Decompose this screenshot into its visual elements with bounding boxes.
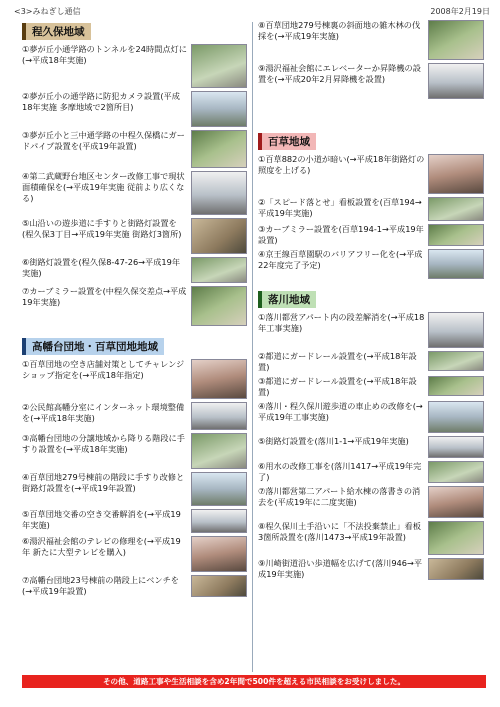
photo-12 bbox=[191, 509, 247, 533]
photo-9 bbox=[191, 402, 247, 430]
list-item bbox=[258, 558, 484, 580]
section-title-hodokubo: 程久保地域 bbox=[22, 23, 91, 40]
photo-16 bbox=[428, 63, 484, 99]
photo-20 bbox=[428, 249, 484, 279]
photo-27 bbox=[428, 486, 484, 518]
list-item bbox=[22, 433, 247, 469]
photo-24 bbox=[428, 401, 484, 433]
list-item bbox=[258, 436, 484, 458]
item-text: ⑨湯沢福祉会館にエレベーターか昇降機の設置を(→平成20年2月昇降機を設置) bbox=[258, 63, 421, 84]
photo-19 bbox=[428, 224, 484, 246]
photo-10 bbox=[191, 433, 247, 469]
photo-2 bbox=[191, 91, 247, 127]
list-item bbox=[258, 401, 484, 433]
photo-11 bbox=[191, 472, 247, 506]
list-item bbox=[258, 521, 484, 555]
item-text: ③都道にガードレール設置を(→平成18年設置) bbox=[258, 376, 417, 397]
photo-29 bbox=[428, 558, 484, 580]
list-item bbox=[258, 486, 484, 518]
item-text: ⑧百草団地279号棟裏の斜面地の雑木林の伐採を(→平成19年実施) bbox=[258, 20, 421, 41]
column-divider bbox=[252, 22, 253, 672]
right-column bbox=[258, 20, 484, 583]
photo-25 bbox=[428, 436, 484, 458]
item-text: ⑤百草団地交番の空き交番解消を(→平成19年実施) bbox=[22, 509, 181, 530]
photo-21 bbox=[428, 312, 484, 348]
list-item bbox=[258, 20, 484, 60]
photo-23 bbox=[428, 376, 484, 396]
footer-banner: その他、道路工事や生活相談を含め2年間で500件を超える市民相談をお受けしました。 bbox=[22, 675, 486, 688]
item-text: ⑤山沿いの遊歩道に手すりと街路灯設置を(程久保3丁目→平成19年実施 街路灯3箇所) bbox=[22, 218, 182, 239]
photo-26 bbox=[428, 461, 484, 483]
item-text: ④落川・程久保川遊歩道の車止めの改修を(→平成19年工事実施) bbox=[258, 401, 423, 422]
item-text: ①百草団地の空き店舗対策としてチャレンジショップ指定を(→平成18年指定) bbox=[22, 359, 185, 380]
photo-6 bbox=[191, 257, 247, 283]
photo-15 bbox=[428, 20, 484, 60]
photo-13 bbox=[191, 536, 247, 572]
list-item bbox=[258, 224, 484, 246]
item-text: ②夢が丘小の通学路に防犯カメラ設置(平成18年実施 多摩地域で2箇所目) bbox=[22, 91, 180, 112]
section-title-takahatadai: 高幡台団地・百草団地地域 bbox=[22, 338, 164, 355]
item-text: ②都道にガードレール設置を(→平成18年設置) bbox=[258, 351, 417, 372]
item-text: ⑥用水の改修工事を(落川1417→平成19年完了) bbox=[258, 461, 422, 482]
photo-4 bbox=[191, 171, 247, 215]
item-text: ④京王線百草園駅のバリアフリー化を(→平成22年度完了予定) bbox=[258, 249, 423, 270]
list-item bbox=[22, 286, 247, 326]
list-item bbox=[22, 536, 247, 572]
item-text: ⑨川崎街道沿い歩道幅を広げて(落川946→平成19年実施) bbox=[258, 558, 423, 579]
list-item bbox=[258, 63, 484, 99]
item-text: ⑥湯沢福祉会館のテレビの修理を(→平成19年 新たに大型テレビを購入) bbox=[22, 536, 181, 557]
list-item bbox=[22, 575, 247, 597]
item-text: ③カーブミラー設置を(百草194-1→平成19年設置) bbox=[258, 224, 424, 245]
photo-8 bbox=[191, 359, 247, 399]
photo-5 bbox=[191, 218, 247, 254]
list-item bbox=[22, 91, 247, 127]
list-item bbox=[258, 249, 484, 279]
item-text: ⑤街路灯設置を(落川1-1→平成19年実施) bbox=[258, 436, 409, 446]
photo-17 bbox=[428, 154, 484, 194]
list-item bbox=[22, 257, 247, 283]
item-text: ⑦高幡台団地23号棟前の階段上にベンチを(→平成19年設置) bbox=[22, 575, 179, 596]
item-text: ⑧程久保川土手沿いに「不法投棄禁止」看板3箇所設置を(落川1473→平成19年設置) bbox=[258, 521, 421, 542]
section-title-mogusa: 百草地域 bbox=[258, 133, 316, 150]
list-item bbox=[22, 472, 247, 506]
photo-3 bbox=[191, 130, 247, 168]
item-text: ⑥街路灯設置を(程久保8-47-26→平成19年実施) bbox=[22, 257, 181, 278]
list-item bbox=[258, 351, 484, 373]
list-item bbox=[258, 154, 484, 194]
photo-22 bbox=[428, 351, 484, 371]
list-item bbox=[22, 218, 247, 254]
photo-1 bbox=[191, 44, 247, 88]
item-text: ④百草団地279号棟前の階段に手すり改修と街路灯設置を(→平成19年設置) bbox=[22, 472, 185, 493]
list-item bbox=[258, 197, 484, 221]
newsletter-name: <3>みねぎし通信 bbox=[14, 7, 81, 16]
page-header bbox=[14, 6, 490, 18]
item-text: ①落川都営アパート内の段差解消を(→平成18年工事実施) bbox=[258, 312, 425, 333]
item-text: ①夢が丘小通学路のトンネルを24時間点灯に(→平成18年実施) bbox=[22, 44, 187, 65]
item-text: ⑦落川都営第二アパート給水棟の落書きの消去を(平成19年に二度実施) bbox=[258, 486, 421, 507]
list-item bbox=[22, 359, 247, 399]
list-item bbox=[22, 44, 247, 88]
list-item bbox=[258, 376, 484, 398]
photo-14 bbox=[191, 575, 247, 597]
section-title-ochikawa: 落川地域 bbox=[258, 291, 316, 308]
photo-28 bbox=[428, 521, 484, 555]
list-item bbox=[22, 509, 247, 533]
issue-date: 2008年2月19日 bbox=[430, 7, 490, 16]
list-item bbox=[22, 171, 247, 215]
item-text: ④第二武蔵野台地区センター改修工事で現状面積確保を(→平成19年実施 従前より広くなる) bbox=[22, 171, 185, 203]
item-text: ①百草882の小道が暗い(→平成18年街路灯の照度を上げる) bbox=[258, 154, 425, 175]
list-item bbox=[22, 130, 247, 168]
item-text: ③高幡台団地の分譲地域から降りる階段に手すり設置を(→平成18年実施) bbox=[22, 433, 185, 454]
list-item bbox=[258, 461, 484, 483]
left-column bbox=[22, 20, 247, 600]
list-item bbox=[258, 312, 484, 348]
item-text: ⑦カーブミラー設置を(中程久保交差点→平成19年実施) bbox=[22, 286, 187, 307]
item-text: ②公民館高幡分室にインターネット環境整備を(→平成18年実施) bbox=[22, 402, 185, 423]
item-text: ③夢が丘小と三中通学路の中程久保橋にガードパイプ設置を(平成19年設置) bbox=[22, 130, 185, 151]
photo-18 bbox=[428, 197, 484, 221]
item-text: ②「スピード落とせ」看板設置を(百草194→平成19年実施) bbox=[258, 197, 422, 218]
photo-7 bbox=[191, 286, 247, 326]
list-item bbox=[22, 402, 247, 430]
